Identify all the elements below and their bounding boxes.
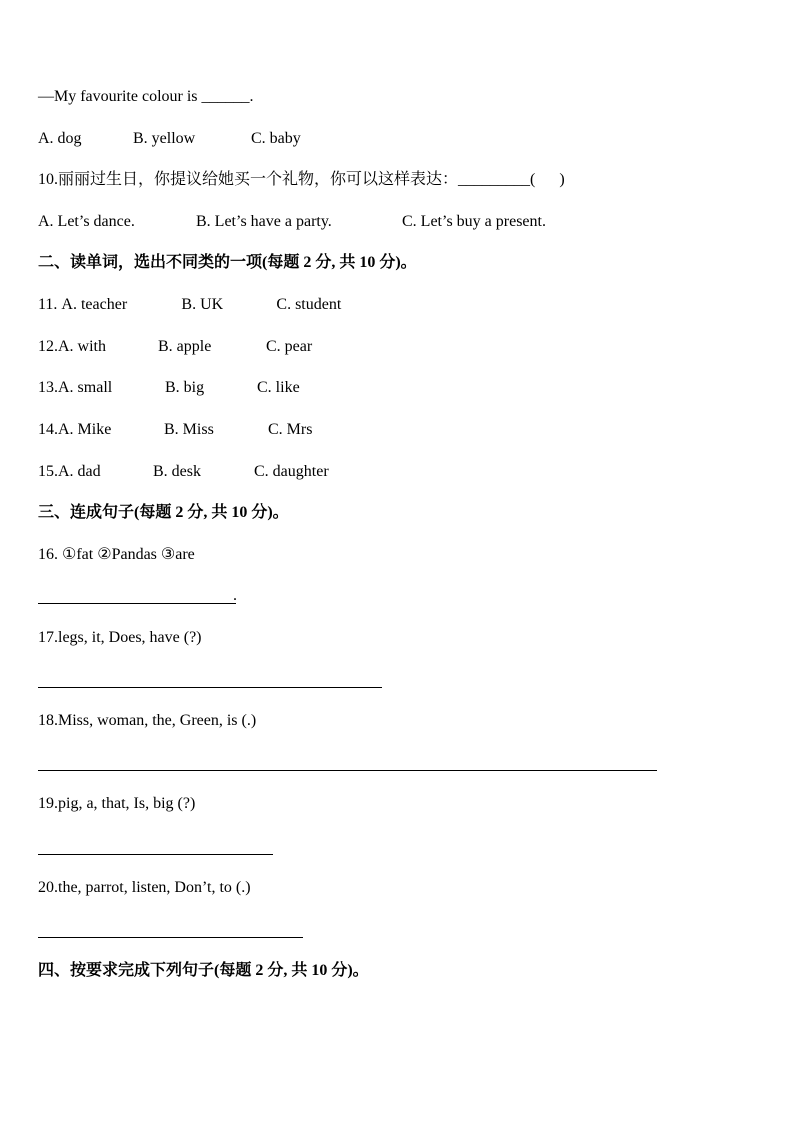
q16-answer-line[interactable] (38, 603, 236, 604)
q15-option-c: C. daughter (254, 463, 329, 480)
section2-heading: 二、读单词，选出不同类的一项(每题 2 分, 共 10 分)。 (38, 254, 417, 271)
q10-option-b: B. Let’s have a party. (196, 213, 332, 230)
q15-row (38, 462, 329, 482)
q14-row (38, 420, 312, 440)
q20-answer-line[interactable] (38, 937, 303, 938)
q16-words: 16. ①fat ②Pandas ③are (38, 546, 195, 563)
q11-option-c: C. student (276, 296, 342, 313)
q9-option-c: C. baby (251, 130, 301, 147)
q10-prompt-line (38, 170, 565, 190)
q12-option-a: A. with (58, 338, 106, 355)
q12-row (38, 337, 312, 357)
q9-options (38, 129, 301, 149)
q9-option-b: B. yellow (133, 130, 196, 147)
q18-answer-line[interactable] (38, 770, 657, 771)
q9-option-a: A. dog (38, 130, 82, 147)
q19-answer-line[interactable] (38, 854, 273, 855)
q10-option-a: A. Let’s dance. (38, 213, 135, 230)
q13-option-b: B. big (165, 379, 205, 396)
q18-words: 18.Miss, woman, the, Green, is (.) (38, 712, 257, 729)
q11-option-a: A. teacher (61, 296, 128, 313)
q11-option-b: B. UK (181, 296, 224, 313)
q15-number: 15. (38, 463, 58, 480)
q13-number: 13. (38, 379, 58, 396)
q10-options (38, 212, 546, 232)
q10-option-c: C. Let’s buy a present. (402, 213, 546, 230)
q15-option-b: B. desk (153, 463, 201, 480)
q10-paren-close: ) (559, 171, 565, 188)
q10-prompt: 10.丽丽过生日，你提议给她买一个礼物，你可以这样表达：_________( (38, 171, 536, 188)
q19-words: 19.pig, a, that, Is, big (?) (38, 795, 196, 812)
q14-number: 14. (38, 421, 58, 438)
q17-answer-line[interactable] (38, 687, 382, 688)
q13-option-a: A. small (58, 379, 113, 396)
q14-option-a: A. Mike (58, 421, 112, 438)
q15-option-a: A. dad (58, 463, 101, 480)
q14-option-b: B. Miss (164, 421, 214, 438)
q12-number: 12. (38, 338, 58, 355)
q16-answer-period: . (233, 587, 237, 604)
section3-heading: 三、连成句子(每题 2 分, 共 10 分)。 (38, 504, 289, 521)
q20-words: 20.the, parrot, listen, Don’t, to (.) (38, 879, 251, 896)
q17-words: 17.legs, it, Does, have (?) (38, 629, 202, 646)
q12-option-c: C. pear (266, 338, 313, 355)
section4-heading: 四、按要求完成下列句子(每题 2 分, 共 10 分)。 (38, 962, 369, 979)
q14-option-c: C. Mrs (268, 421, 313, 438)
q9-prompt: —My favourite colour is ______. (38, 88, 254, 105)
q11-row (38, 295, 341, 315)
q12-option-b: B. apple (158, 338, 212, 355)
q11-number: 11. (38, 296, 62, 313)
q13-option-c: C. like (257, 379, 300, 396)
q13-row (38, 378, 300, 398)
